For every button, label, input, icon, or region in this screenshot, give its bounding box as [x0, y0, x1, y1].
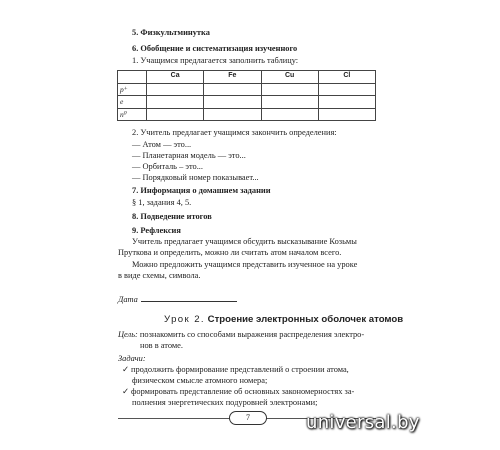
- reflection-paragraph-2-line-1: Можно предложить учащимся представить изученное на уроке: [132, 260, 358, 269]
- table-row: [118, 83, 376, 96]
- row-label: n⁰: [118, 108, 147, 121]
- section-8-heading: 8. Подведение итогов: [132, 212, 212, 221]
- task-item: [122, 387, 354, 398]
- table-header-cell: Cl: [318, 71, 375, 84]
- section-7-heading: 7. Информация о домашнем задании: [132, 186, 271, 195]
- atom-table: [117, 70, 376, 121]
- section-5-heading: 5. Физкультминутка: [132, 28, 210, 37]
- reflection-paragraph-2-line-2: в виде схемы, символа.: [118, 271, 201, 280]
- table-task-text: 1. Учащимся предлагается заполнить таблицу:: [132, 56, 299, 65]
- table-cell: [261, 83, 318, 96]
- task-item-text: формировать представление об основных закономерностях за-: [131, 387, 355, 396]
- date-underline: [141, 294, 237, 302]
- check-icon: ✓: [122, 365, 130, 374]
- tasks-label: Задачи:: [118, 354, 146, 363]
- lesson-heading: [164, 314, 403, 326]
- table-header-cell: Cu: [261, 71, 318, 84]
- definition-item: — Планетарная модель — это...: [132, 151, 246, 160]
- section-9-heading: 9. Рефлексия: [132, 226, 181, 235]
- table-cell: [147, 108, 204, 121]
- table-header-cell: Ca: [147, 71, 204, 84]
- row-label: e: [118, 96, 147, 109]
- task-item: [122, 365, 349, 376]
- reflection-paragraph-1-line-2: Пруткова и определить, можно ли считать атом началом всего.: [118, 248, 342, 257]
- goal-label: Цель:: [118, 330, 138, 339]
- table-cell: [261, 96, 318, 109]
- table-cell: [318, 108, 375, 121]
- goal-text-line-1: познакомить со способами выражения распределения электро-: [139, 330, 365, 339]
- homework-text: § 1, задания 4, 5.: [132, 198, 192, 207]
- table-cell: [318, 96, 375, 109]
- lesson-title: Строение электронных оболочек атомов: [207, 314, 404, 325]
- check-icon: ✓: [122, 387, 130, 396]
- page-number: 7: [229, 411, 267, 425]
- task-item-text: продолжить формирование представлений о строении атома,: [131, 365, 349, 374]
- task-item-text-continued: физическом смысле атомного номера;: [132, 376, 268, 385]
- table-cell: [204, 108, 261, 121]
- table-cell: [204, 96, 261, 109]
- table-header-row: [118, 71, 376, 84]
- definition-item: — Орбиталь – это...: [132, 162, 203, 171]
- definition-item: — Атом — это...: [132, 140, 192, 149]
- table-cell: [147, 83, 204, 96]
- date-field: [118, 294, 237, 306]
- table-cell: [204, 83, 261, 96]
- table-header-cell: [118, 71, 147, 84]
- watermark: universal.by: [306, 412, 420, 433]
- task-item-text-continued: полнения энергетических подуровней электронами;: [132, 398, 318, 407]
- table-cell: [261, 108, 318, 121]
- definition-item: — Порядковый номер показывает...: [132, 173, 259, 182]
- table-cell: [318, 83, 375, 96]
- table-cell: [147, 96, 204, 109]
- goal-line-1: [118, 330, 364, 341]
- reflection-paragraph-1-line-1: Учитель предлагает учащимся обсудить высказывание Козьмы: [132, 237, 357, 246]
- lesson-number: Урок 2.: [164, 314, 205, 325]
- table-header-cell: Fe: [204, 71, 261, 84]
- row-label: p⁺: [118, 83, 147, 96]
- section-6-heading: 6. Обобщение и систематизация изученного: [132, 44, 298, 53]
- goal-text-line-2: нов в атоме.: [140, 341, 183, 350]
- date-label: Дата: [118, 295, 138, 304]
- definitions-task-text: 2. Учитель предлагает учащимся закончить определения:: [132, 128, 337, 137]
- table-row: [118, 96, 376, 109]
- table-row: [118, 108, 376, 121]
